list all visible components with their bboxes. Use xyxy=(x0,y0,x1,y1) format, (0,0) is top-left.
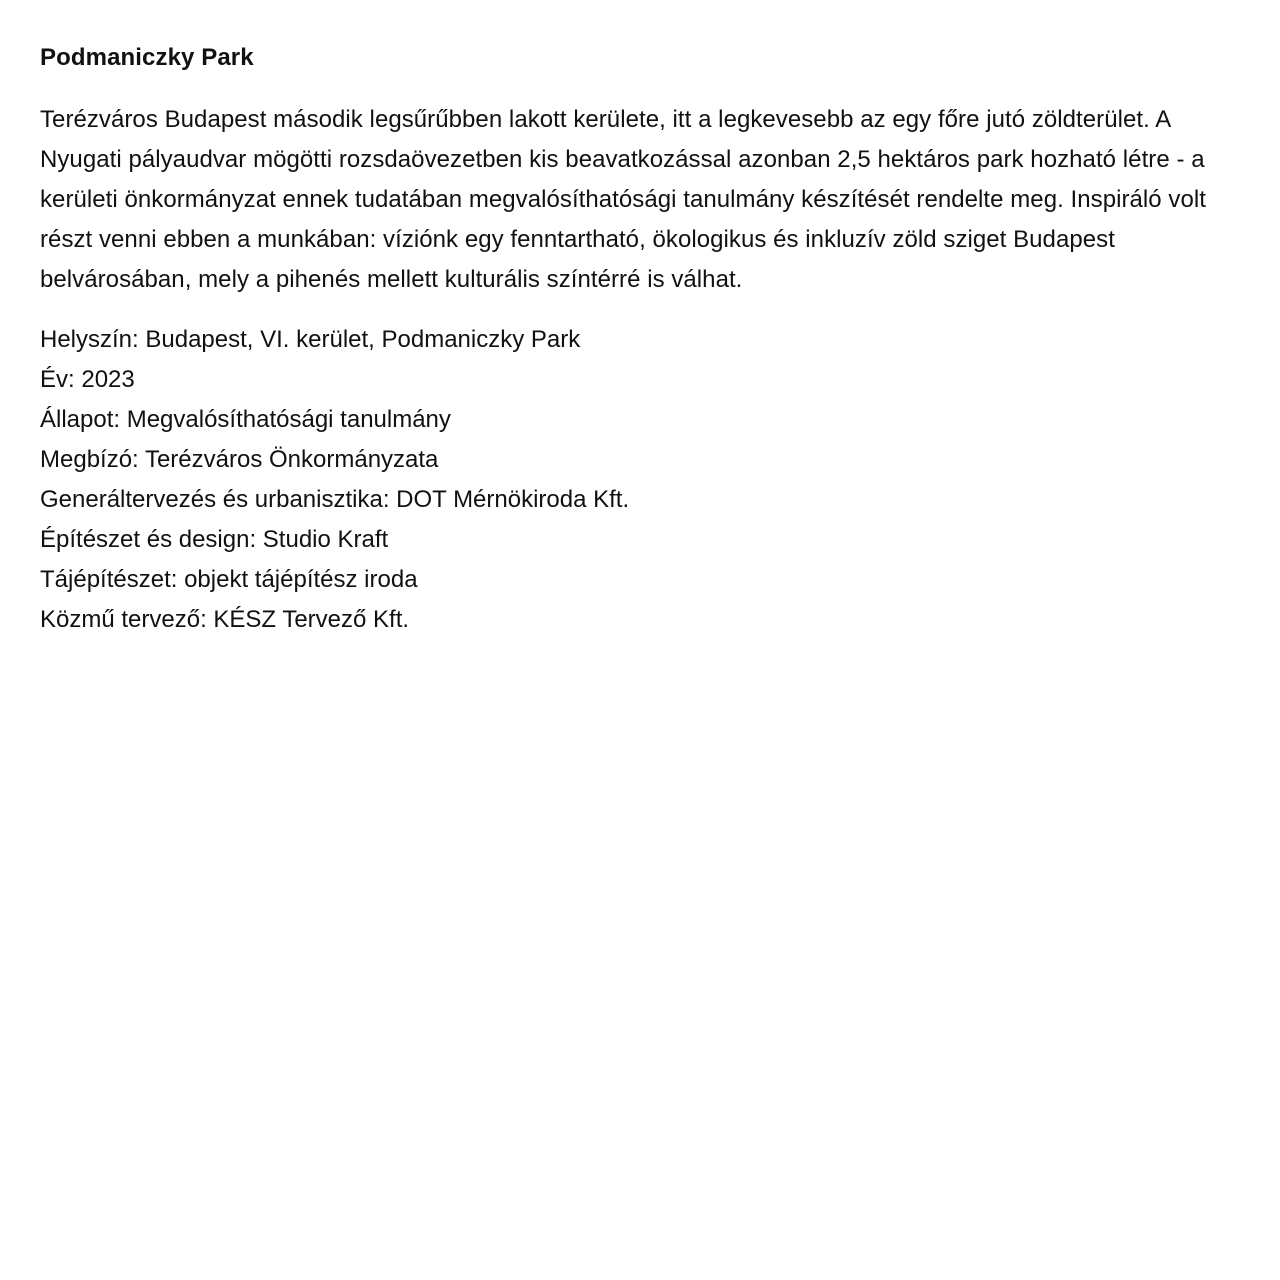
project-title: Podmaniczky Park xyxy=(40,44,254,71)
detail-location: Helyszín: Budapest, VI. kerület, Podmaniczky Park xyxy=(40,326,581,353)
project-description: Terézváros Budapest második legsűrűbben lakott kerülete, itt a legkevesebb az egy főre jutó zöldterület. A Nyugati pályaudvar mögötti rozsdaövezetben kis beavatkozással azonban 2,5 hektáros park hozható létre - a kerületi önkormányzat ennek tudatában megvalósíthatósági tanulmány készítését rendelte meg. Inspiráló volt részt venni ebben a munkában: víziónk egy fenntartható, ökologikus és inkluzív zöld sziget Budapest belvárosában, mely a pihenés mellett kulturális színtérré is válhat. xyxy=(40,106,1206,293)
project-details-list xyxy=(40,320,1240,640)
detail-client: Megbízó: Terézváros Önkormányzata xyxy=(40,446,439,473)
detail-utilities-designer: Közmű tervező: KÉSZ Tervező Kft. xyxy=(40,606,410,633)
detail-architecture-design: Építészet és design: Studio Kraft xyxy=(40,526,389,553)
detail-general-design: Generáltervezés és urbanisztika: DOT Mérnökiroda Kft. xyxy=(40,486,630,513)
detail-year: Év: 2023 xyxy=(40,366,135,393)
detail-landscape-architecture: Tájépítészet: objekt tájépítész iroda xyxy=(40,566,418,593)
detail-status: Állapot: Megvalósíthatósági tanulmány xyxy=(40,406,451,433)
